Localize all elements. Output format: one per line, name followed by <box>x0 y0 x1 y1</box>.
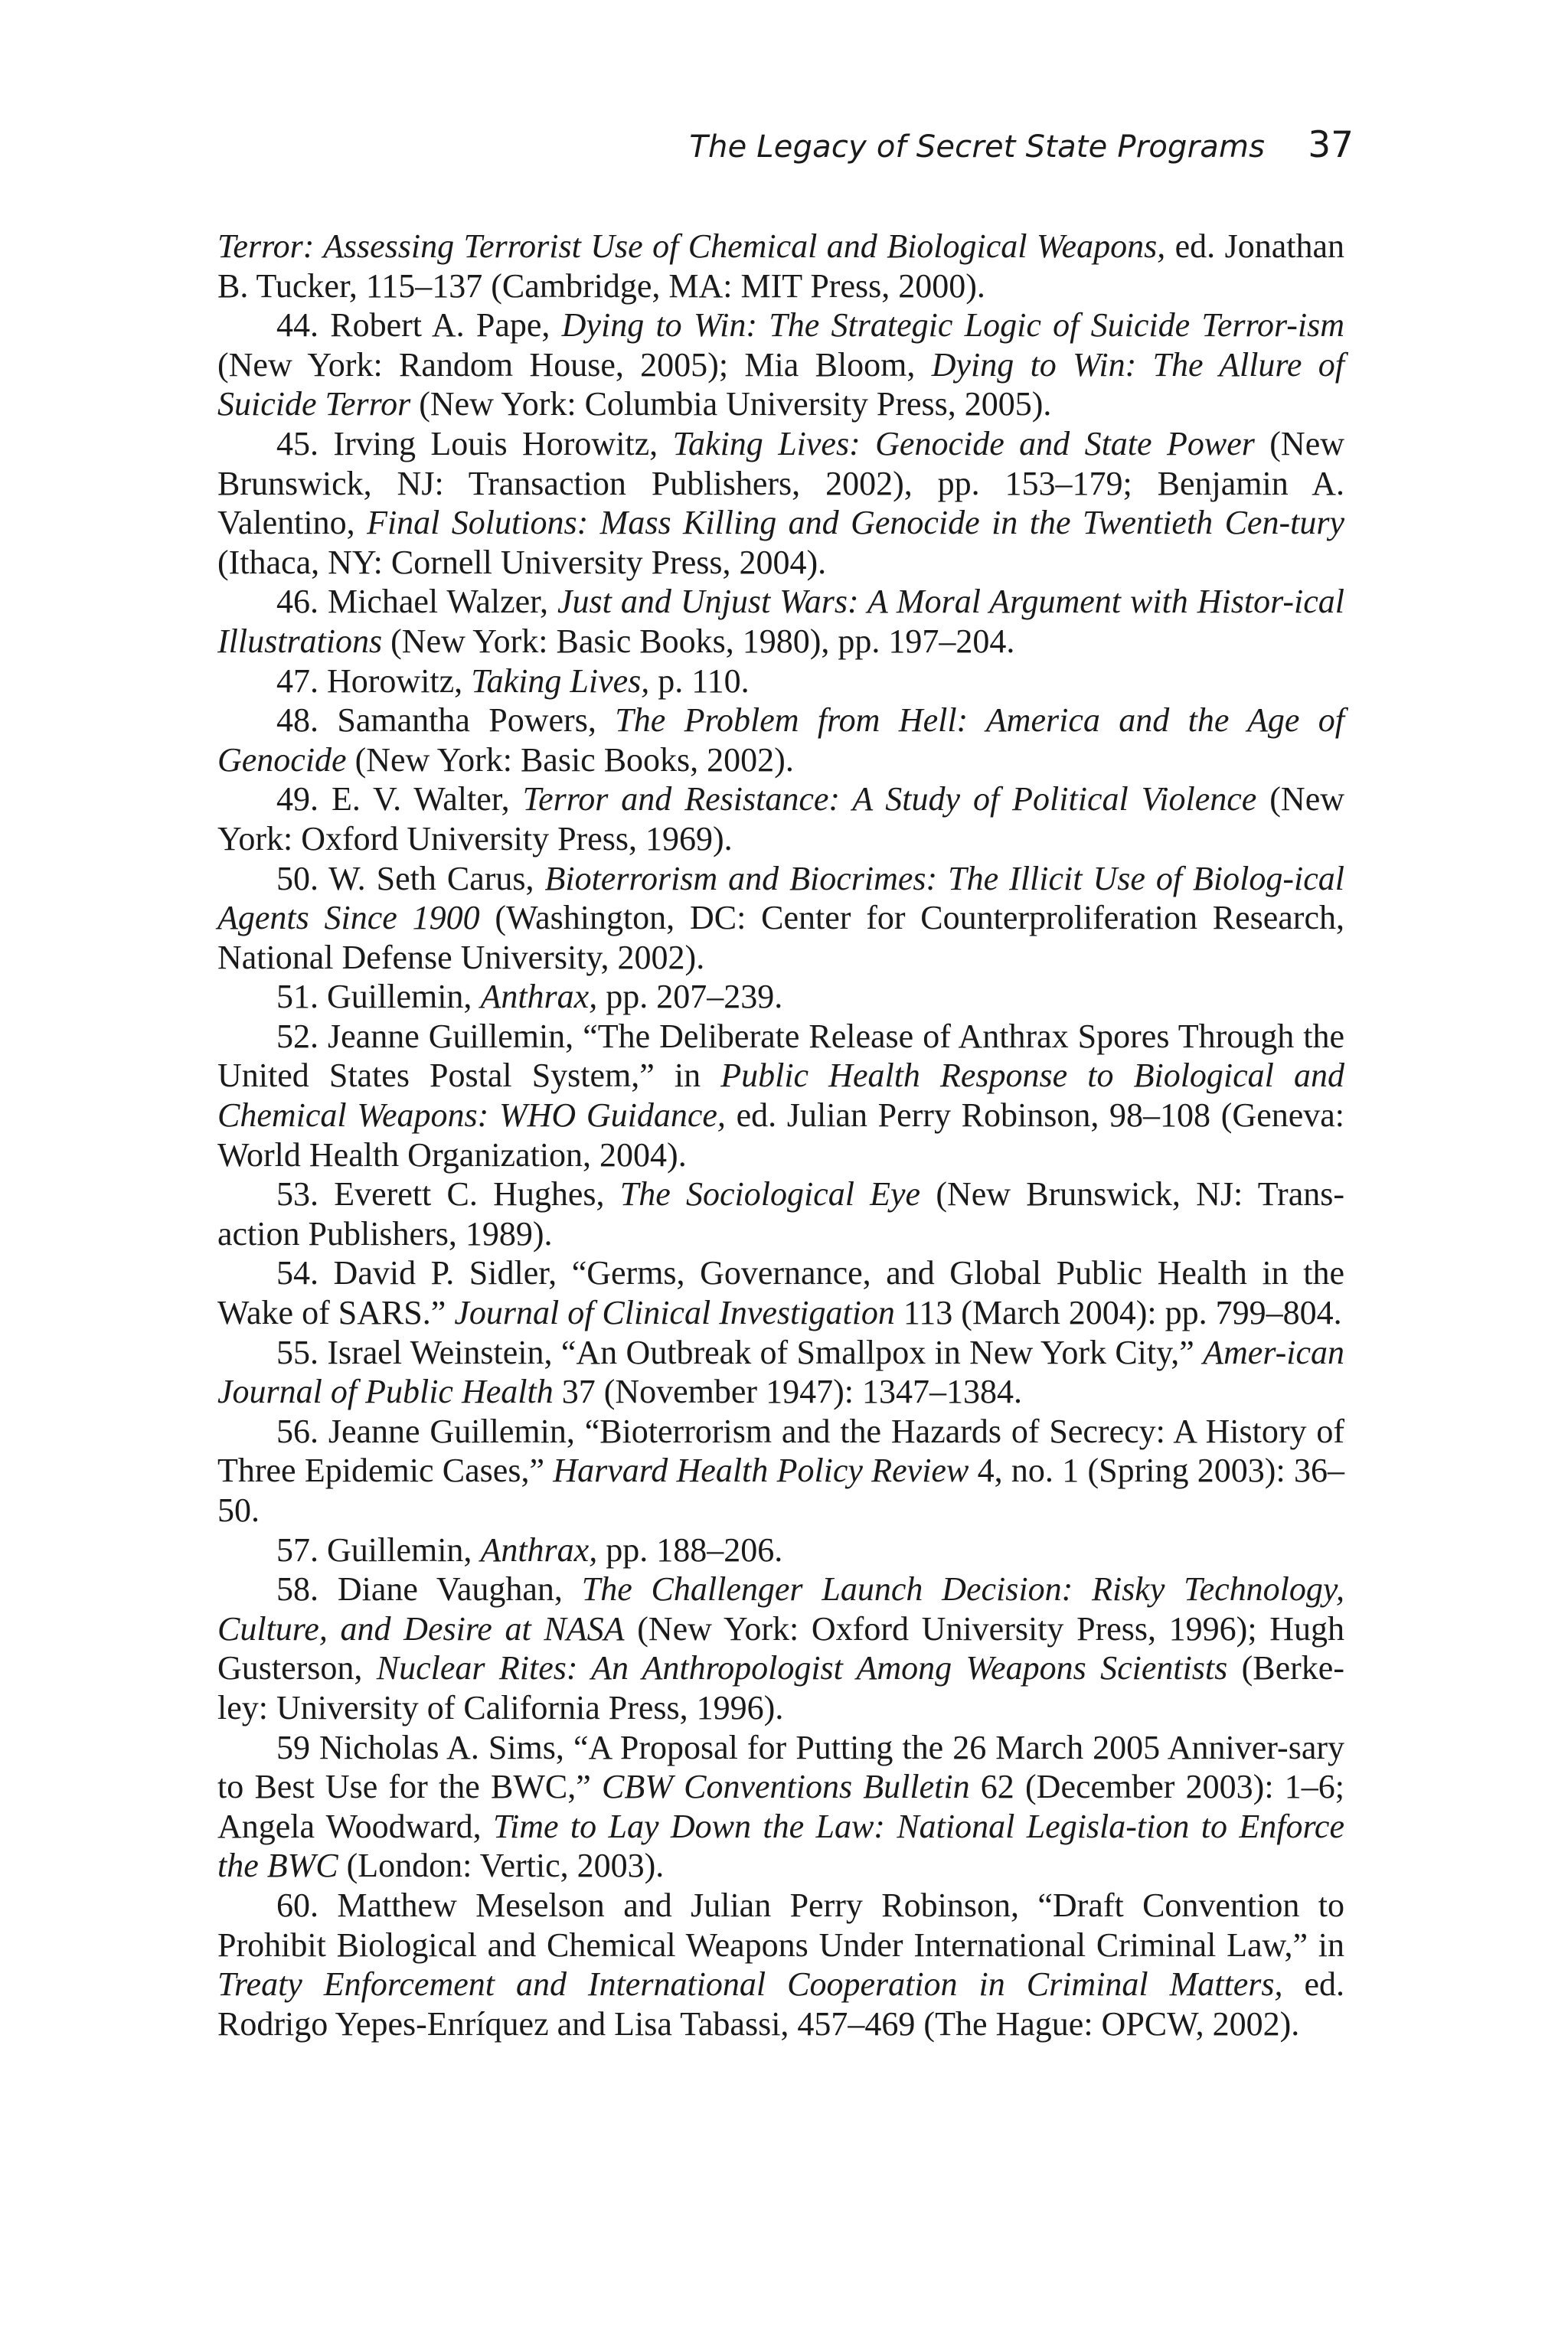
endnote-text: 51. Guillemin, <box>276 978 481 1016</box>
endnote-text: 55. Israel Weinstein, “An Outbreak of Smallpox in New York City,” <box>276 1333 1204 1371</box>
endnote-text: 49. E. V. Walter, <box>276 780 523 818</box>
endnote-text: (Berke-​ley: University of California Press, 1996). <box>217 1649 1344 1726</box>
endnote-text: 45. Irving Louis Horowitz, <box>276 424 673 462</box>
endnote <box>217 1412 1344 1530</box>
endnote-text: (New Brunswick, NJ: Trans-​action Publishers, 1989). <box>217 1175 1345 1253</box>
endnote <box>217 305 1344 424</box>
endnote-text: 47. Horowitz, <box>276 662 472 700</box>
endnote-text: 37 (November 1947): 1347–1384. <box>553 1373 1022 1411</box>
endnote-title: Anthrax, <box>480 978 598 1016</box>
endnote-text: pp. 207–239. <box>597 978 783 1016</box>
endnote-text: 44. Robert A. Pape, <box>276 306 562 345</box>
endnote-title: Journal of Clinical Investigation <box>454 1294 895 1332</box>
endnote-title: Public Health Response to Biological and Chemical Weapons: WHO Guidance, <box>217 1057 1344 1135</box>
endnote-title: Dying to Win: The Allure of Suicide Terror <box>217 345 1344 423</box>
endnote <box>217 1886 1344 2043</box>
endnote-text: 48. Samantha Powers, <box>276 701 616 740</box>
endnote <box>217 859 1344 978</box>
endnote-title: Nuclear Rites: An Anthropologist Among Weapons Scientists <box>376 1649 1228 1687</box>
endnote-text: 60. Matthew Meselson and Julian Perry Robinson, “Draft Convention to Prohibit Biological and Chemical Weapons Under International Criminal Law,” in <box>217 1886 1344 1964</box>
endnote-title: The Sociological Eye <box>619 1175 921 1214</box>
endnote-text: (New York: Oxford University Press, 1996); Hugh Gusterson, <box>217 1609 1344 1687</box>
endnote-title: Terror: Assessing Terrorist Use of Chemical and Biological Weapons, <box>217 227 1166 265</box>
endnote-title: Taking Lives: Genocide and State Power <box>672 424 1255 462</box>
endnote-text: (Ithaca, NY: Cornell University Press, 2004). <box>217 543 827 581</box>
endnote-text: (New York: Oxford University Press, 1969). <box>217 780 1345 858</box>
endnote <box>217 779 1344 858</box>
endnote-text: 57. Guillemin, <box>276 1530 481 1569</box>
endnote <box>217 662 1344 701</box>
endnote-text: pp. 188–206. <box>597 1530 783 1569</box>
endnote-title: Treaty Enforcement and International Cooperation in Criminal Matters, <box>217 1965 1283 2004</box>
endnote <box>217 582 1344 661</box>
endnote <box>217 1333 1344 1412</box>
endnote-title: Anthrax, <box>480 1530 598 1569</box>
endnotes-list <box>217 227 1344 2043</box>
endnote-text: (New York: Basic Books, 1980), pp. 197–204. <box>382 622 1015 660</box>
endnote-title: Final Solutions: Mass Killing and Genocide in the Twentieth Cen-​tury <box>367 504 1344 542</box>
endnote-title: Harvard Health Policy Review <box>553 1452 969 1490</box>
endnote-text: 50. W. Seth Carus, <box>276 859 545 897</box>
endnote-title: Taking Lives, <box>471 662 650 700</box>
endnote-title: CBW Conventions Bulletin <box>602 1768 970 1806</box>
endnote <box>217 1174 1344 1253</box>
endnote-text: (New York: Columbia University Press, 2005). <box>410 385 1052 423</box>
endnote-text: (New York: Basic Books, 2002). <box>346 740 794 779</box>
endnote-text: (New Brunswick, NJ: Transaction Publishers, 2002), pp. 153–179; Benjamin A. Valentino, <box>217 424 1345 542</box>
endnote-text: ed. Jonathan B. Tucker, 115–137 (Cambridge, MA: MIT Press, 2000). <box>217 227 1344 305</box>
endnote-text: 52. Jeanne Guillemin, “The Deliberate Release of Anthrax Spores Through the United States Postal System,” in <box>217 1017 1344 1095</box>
endnote-text: 62 (December 2003): 1–6; Angela Woodward, <box>217 1768 1344 1845</box>
running-header <box>689 124 1354 166</box>
endnote-text: 4, no. 1 (Spring 2003): 36–50. <box>217 1452 1344 1529</box>
endnote-text: ed. Rodrigo Yepes-Enríquez and Lisa Tabassi, 457–469 (The Hague: OPCW, 2002). <box>217 1965 1345 2043</box>
endnote <box>217 1530 1344 1570</box>
endnote <box>217 1017 1344 1174</box>
endnote-title: Just and Unjust Wars: A Moral Argument with Histor-​ical Illustrations <box>217 583 1344 660</box>
endnote-title: Amer-​ican Journal of Public Health <box>217 1333 1344 1411</box>
endnote-title: Dying to Win: The Strategic Logic of Suicide Terror-​ism <box>561 306 1344 345</box>
endnote-text: 113 (March 2004): pp. 799–804. <box>894 1294 1342 1332</box>
endnote <box>217 1728 1344 1886</box>
page-number: 37 <box>1308 124 1354 166</box>
endnote <box>217 1253 1344 1332</box>
endnote <box>217 1570 1344 1727</box>
endnote-text: 46. Michael Walzer, <box>276 583 558 621</box>
endnote-text: ed. Julian Perry Robinson, 98–108 (Geneva: World Health Organization, 2004). <box>217 1096 1345 1174</box>
endnote-title: Time to Lay Down the Law: National Legisla-​tion to Enforce the BWC <box>217 1807 1344 1885</box>
endnote-text: (London: Vertic, 2003). <box>338 1847 665 1885</box>
endnote <box>217 701 1344 779</box>
endnote-text: p. 110. <box>649 662 750 700</box>
endnote-title: The Challenger Launch Decision: Risky Technology, Culture, and Desire at NASA <box>217 1570 1344 1648</box>
endnote-text: (Washington, DC: Center for Counterproliferation Research, National Defense University, 2002). <box>217 899 1344 976</box>
endnote-continuation <box>217 227 1344 305</box>
endnote-text: 59 Nicholas A. Sims, “A Proposal for Putting the 26 March 2005 Anniver-​sary to Best Use for the BWC,” <box>217 1728 1344 1806</box>
endnote-text: 58. Diane Vaughan, <box>276 1570 582 1609</box>
endnote-text: (New York: Random House, 2005); Mia Bloom, <box>217 345 932 384</box>
endnote-text: 54. David P. Sidler, “Germs, Governance, and Global Public Health in the Wake of SARS.” <box>217 1254 1344 1332</box>
endnote-title: The Problem from Hell: America and the Age of Genocide <box>217 701 1344 779</box>
running-title: The Legacy of Secret State Programs <box>689 129 1266 165</box>
endnote-title: Terror and Resistance: A Study of Political Violence <box>522 780 1257 818</box>
endnote-title: Bioterrorism and Biocrimes: The Illicit Use of Biolog-​ical Agents Since 1900 <box>217 859 1345 937</box>
endnote <box>217 977 1344 1017</box>
endnote-text: 56. Jeanne Guillemin, “Bioterrorism and the Hazards of Secrecy: A History of Three Epidemic Cases,” <box>217 1412 1344 1490</box>
endnote <box>217 424 1344 582</box>
endnote-text: 53. Everett C. Hughes, <box>276 1175 620 1214</box>
